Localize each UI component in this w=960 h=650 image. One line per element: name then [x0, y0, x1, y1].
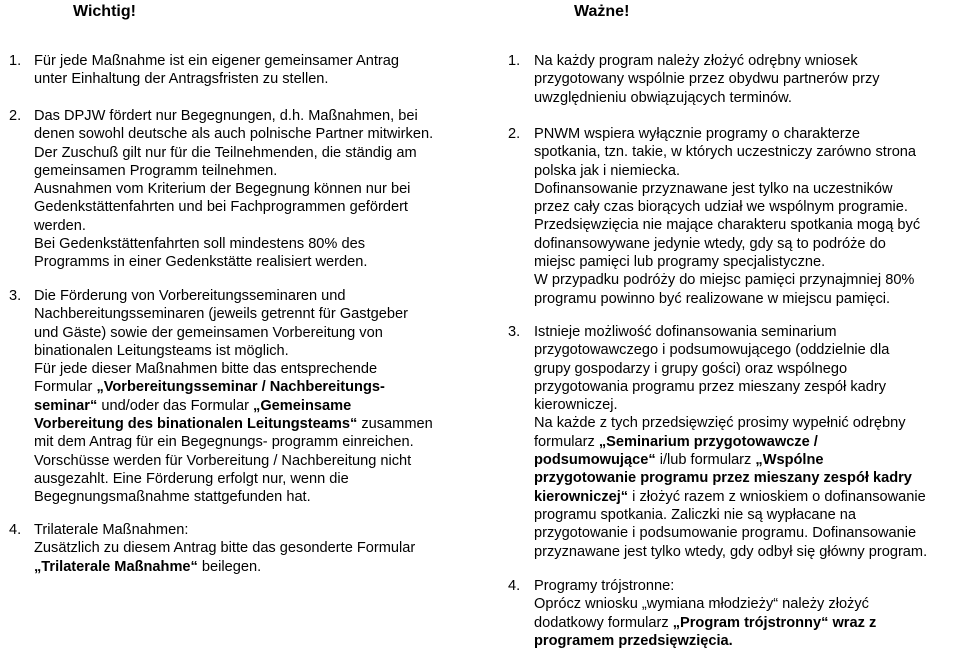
text-line: grupy gospodarzy i grupy gości) oraz wspólnego [534, 360, 848, 377]
text-line: Programms in einer Gedenkstätte realisiert werden. [34, 254, 368, 271]
text-line: Für jede Maßnahme ist ein eigener gemeinsamer Antrag [34, 53, 400, 69]
bold-form-name: „Trilaterale Maßnahme“ [34, 558, 198, 575]
text-line: Vorschüsse werden für Vorbereitung / Nachbereitung nicht [34, 452, 412, 469]
text-run: dodatkowy formularz [534, 614, 673, 631]
text-line: Trilaterale Maßnahmen: [34, 522, 189, 538]
text-line [534, 433, 960, 451]
text-line: binationalen Leitungsteams ist möglich. [34, 342, 289, 359]
bold-form-name: „Vorbereitungsseminar / Nachbereitungs- [96, 379, 385, 396]
item-number: 2. [508, 126, 521, 142]
text-line: Oprócz wniosku „wymiana młodzieży“ należy złożyć [534, 596, 869, 613]
text-line: denen sowohl deutsche als auch polnische Partner mitwirken. [34, 126, 434, 143]
bold-form-name: Vorbereitung des binationalen Leitungsteams“ [34, 416, 358, 433]
text-line: uwzględnieniu obwiązujących terminów. [534, 89, 792, 106]
text-line: Das DPJW fördert nur Begegnungen, d.h. Maßnahmen, bei [34, 108, 418, 124]
text-line: przygotowania programu przez mieszany zespół kadry [534, 378, 887, 395]
text-line: Der Zuschuß gilt nur für die Teilnehmenden, die ständig am [34, 144, 417, 161]
text-line: miejsc pamięci lub programy specjalistyczne. [534, 254, 826, 271]
text-run: formularz [534, 433, 599, 450]
text-line: Bei Gedenkstättenfahrten soll mindestens 80% des [34, 236, 365, 253]
text-line: przez cały czas biorących udział we wspólnym programie. [534, 199, 908, 216]
bold-form-name: seminar“ [34, 397, 98, 414]
bold-form-name: kierowniczej“ [534, 488, 629, 505]
text-line: programu spotkania. Zaliczki nie są wypłacane na [534, 506, 857, 523]
text-line: Gedenkstättenfahrten und bei Fachprogrammen gefördert [34, 199, 408, 216]
polish-title: Ważne! [574, 3, 630, 20]
text-line [534, 488, 960, 506]
text-line: dofinansowywane jedynie wtedy, gdy są to podróże do [534, 235, 886, 252]
bold-form-name: przygotowanie programu przez mieszany zespół kadry [534, 470, 912, 487]
text-line: Die Förderung von Vorbereitungsseminaren und [34, 288, 346, 304]
text-line [534, 614, 960, 632]
text-line: Programy trójstronne: [534, 578, 675, 594]
text-line: przygotowany wspólnie przez obydwu partnerów przy [534, 71, 880, 88]
text-run: und/oder das Formular [97, 397, 254, 414]
text-line: werden. [34, 217, 86, 234]
text-line: Nachbereitungsseminaren (jeweils getrennt für Gastgeber [34, 306, 408, 323]
text-line: kierowniczej. [534, 397, 618, 414]
text-line: W przypadku podróży do miejsc pamięci przynajmniej 80% [534, 272, 915, 289]
text-line [34, 415, 470, 433]
text-line: przyznawane jest tylko wtedy, gdy odbył się główny program. [534, 543, 928, 560]
text-line: Na każdy program należy złożyć odrębny wniosek [534, 53, 858, 69]
text-run: i złożyć razem z wnioskiem o dofinansowanie [628, 488, 926, 505]
bold-form-name: „Seminarium przygotowawcze / [598, 433, 818, 450]
bold-form-name: podsumowujące“ [534, 452, 656, 469]
text-run: i/lub formularz [655, 452, 756, 469]
text-line: und Gäste) sowie der gemeinsamen Vorbereitung von [34, 324, 383, 341]
text-line [534, 469, 960, 487]
bold-form-name: programem przedsięwzięcia. [534, 632, 733, 649]
text-line: przygotowawczego i podsumowującego (oddzielnie dla [534, 342, 890, 359]
text-line: Ausnahmen vom Kriterium der Begegnung können nur bei [34, 181, 411, 198]
text-run: Formular [34, 379, 97, 396]
item-number: 3. [508, 324, 521, 340]
item-number: 4. [508, 578, 521, 594]
text-line [34, 558, 470, 576]
item-number: 3. [9, 288, 22, 304]
item-number: 2. [9, 108, 22, 124]
text-line [534, 632, 960, 650]
text-line: gemeinsamen Programm teilnehmen. [34, 162, 278, 179]
text-line [34, 397, 470, 415]
item-number: 1. [508, 53, 521, 69]
text-line: przygotowanie i podsumowanie programu. Dofinansowanie [534, 525, 917, 542]
text-line: Dofinansowanie przyznawane jest tylko na uczestników [534, 180, 893, 197]
text-line: Zusätzlich zu diesem Antrag bitte das gesonderte Formular [34, 540, 416, 557]
text-line: unter Einhaltung der Antragsfristen zu stellen. [34, 71, 329, 88]
text-line [534, 451, 960, 469]
bold-form-name: „Wspólne [755, 452, 824, 469]
text-line: ausgezahlt. Eine Förderung erfolgt nur, wenn die [34, 470, 349, 487]
text-line: Begegnungsmaßnahme stattgefunden hat. [34, 489, 311, 506]
text-line: programu powinno być realizowane w miejscu pamięci. [534, 290, 891, 307]
bold-form-name: „Gemeinsame [253, 397, 352, 414]
text-line: polska jak i niemiecka. [534, 162, 681, 179]
text-run: zusammen [357, 416, 433, 433]
text-line: Na każde z tych przedsięwzięć prosimy wypełnić odrębny [534, 415, 906, 432]
german-title: Wichtig! [73, 3, 136, 20]
text-line: Przedsięwzięcia nie mające charakteru spotkania mogą być [534, 217, 921, 234]
text-line: mit dem Antrag für ein Begegnungs- programm einreichen. [34, 434, 414, 451]
text-line [34, 378, 470, 396]
text-line: spotkania, tzn. takie, w których uczestniczy zarówno strona [534, 144, 917, 161]
item-number: 4. [9, 522, 22, 538]
text-run: beilegen. [197, 558, 262, 575]
item-number: 1. [9, 53, 22, 69]
text-line: Istnieje możliwość dofinansowania seminarium [534, 324, 837, 340]
bold-form-name: „Program trójstronny“ wraz z [672, 614, 877, 631]
text-line: Für jede dieser Maßnahmen bitte das entsprechende [34, 361, 378, 378]
text-line: PNWM wspiera wyłącznie programy o charakterze [534, 126, 861, 142]
